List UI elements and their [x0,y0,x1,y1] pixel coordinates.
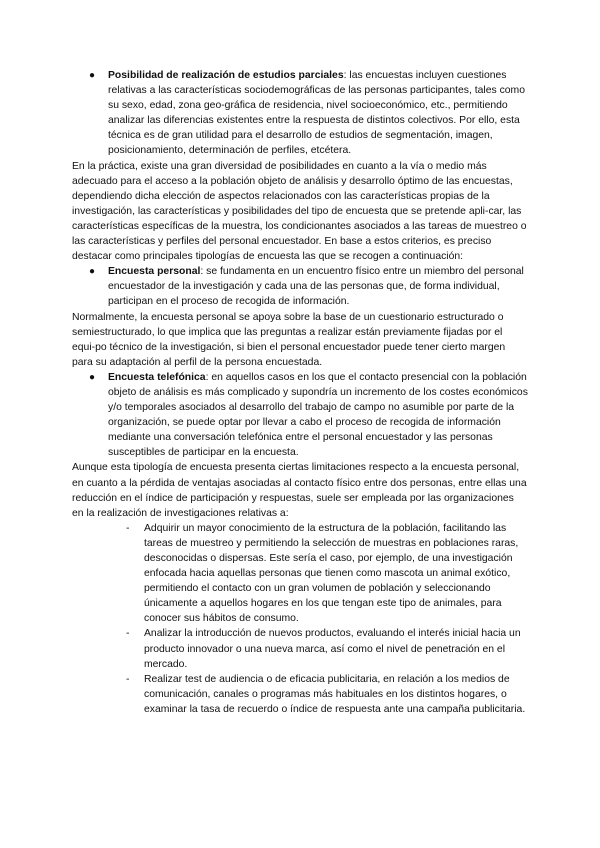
bullet-title: Encuesta personal [108,266,201,278]
bullet-encuesta-personal [72,264,528,309]
dash-item-text: Realizar test de audiencia o de eficacia publicitaria, en relación a los medios de comunicación, canales o programas más habituales en los distintos hogares, o examinar la tasa de recuerdo o índice de respuesta ante una campaña publicitaria. [144,673,526,715]
paragraph-aunque: Aunque esta tipología de encuesta presenta ciertas limitaciones respecto a la encuesta personal, en cuanto a la pérdida de ventajas asociadas al contacto físico entre dos personas, entre ellas una reducción en el índice de participación y respuestas, suele ser empleada por las organizaciones en la realización de investigaciones relativas a: [72,462,527,519]
bullet-dot: ● [89,371,96,383]
bullet-dot: ● [89,70,96,81]
bullet-title: Posibilidad de realización de estudios parciales [108,70,344,81]
bullet-estudios-parciales [72,68,528,159]
bullet-dot: ● [89,266,96,278]
dash-mark: - [126,628,130,640]
bullet-encuesta-telefonica [72,370,528,461]
bullet-text: : en aquellos casos en los que el contacto presencial con la población objeto de análisis es más complicado y supondría un incremento de los costes económicos y/o temporales asociados al desarrollo del trabajo de campo no asumible por parte de la organización, se puede optar por llevar a cabo el proceso de recogida de información mediante una conversación telefónica entre el personal encuestador y las personas susceptibles de participar en la encuesta. [108,371,528,459]
dash-mark: - [126,673,130,685]
bullet-text: : las encuestas incluyen cuestiones relativas a las características sociodemográficas de las personas participantes, tales como su sexo, edad, zona geo-gráfica de residencia, nivel socioeconómico, etc., permitiendo analizar las diferencias existentes entre la respuesta de distintos colectivos. Por ello, esta técnica es de gran utilidad para el desarrollo de estudios de segmentación, imagen, posicionamiento, determinación de perfiles, etcétera. [108,70,525,157]
document-page [72,68,528,717]
paragraph-practica: En la práctica, existe una gran diversidad de posibilidades en cuanto a la vía o medio más adecuado para el acceso a la población objeto de análisis y desarrollo óptimo de las encuestas, dependiendo dicha elección de aspectos relacionados con las características propias de la investigación, las características y posibilidades del tipo de encuesta que se pretende apli-car, las características específicas de la muestra, los condicionantes asociados a las tareas de muestreo o las características y perfiles del personal encuestador. En base a estos criterios, es preciso destacar como principales tipologías de encuesta las que se recogen a continuación: [72,160,527,263]
paragraph-normalmente: Normalmente, la encuesta personal se apoya sobre la base de un cuestionario estructurado o semiestructurado, lo que implica que las preguntas a realizar están previamente fijadas por el equi-po técnico de la investigación, si bien el personal encuestador puede tener cierto margen para su adaptación al perfil de la persona encuestada. [72,311,506,368]
dash-item-audiencia [72,672,528,717]
dash-item-text: Analizar la introducción de nuevos productos, evaluando el interés inicial hacia un producto innovador o una nueva marca, así como el nivel de penetración en el mercado. [144,628,521,670]
dash-item-productos [72,626,528,671]
dash-mark: - [126,522,130,534]
dash-item-estructura [72,521,528,627]
bullet-text: : se fundamenta en un encuentro físico entre un miembro del personal encuestador de la investigación y cada una de las personas que, de forma individual, participan en el proceso de recogida de información. [108,266,524,308]
bullet-title: Encuesta telefónica [108,371,206,383]
dash-item-text: Adquirir un mayor conocimiento de la estructura de la población, facilitando las tareas de muestreo y permitiendo la selección de muestras en poblaciones raras, desconocidas o dispersas. Este sería el caso, por ejemplo, de una investigación enfocada hacia aquellas personas que tienen como mascota un animal exótico, permitiendo el contacto con un gran volumen de población y seleccionando únicamente a aquellos hogares en los que tengan este tipo de animales, para conocer sus hábitos de consumo. [144,522,519,625]
